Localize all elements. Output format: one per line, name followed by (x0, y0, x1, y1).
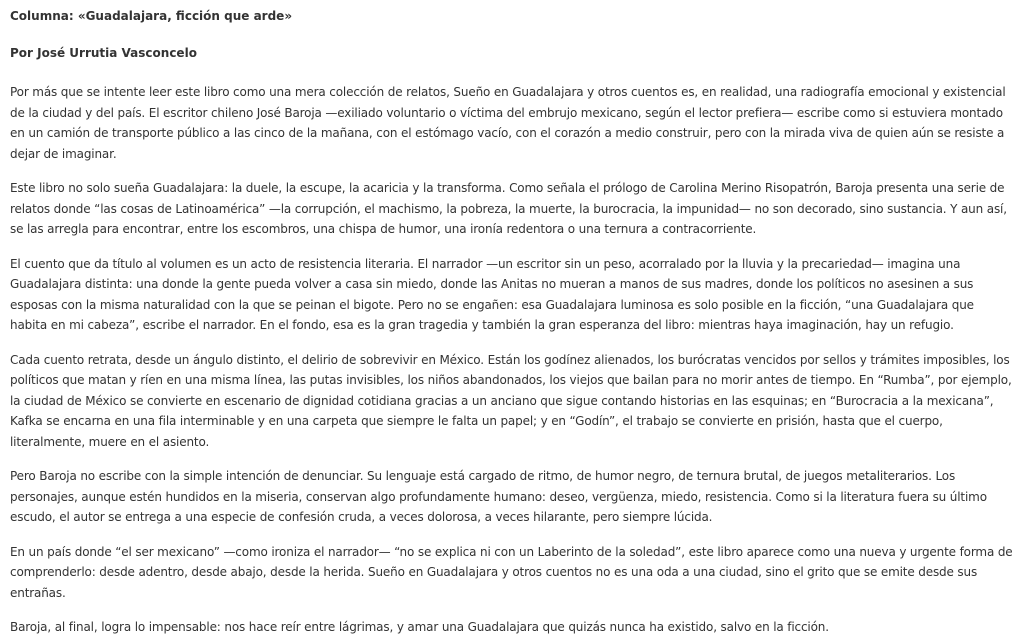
paragraph-5: Pero Baroja no escribe con la simple intención de denunciar. Su lenguaje está cargado de ritmo, de humor negro, de ternura brutal, de juegos metaliterarios. Los personajes, aunque estén hundidos en la miseria, conservan algo profundamente humano: deseo, vergüenza, miedo, resistencia. Como si la literatura fuera su último escudo, el autor se entrega a una especie de confesión cruda, a veces dolorosa, a veces hilarante, pero siempre lúcida. (10, 469, 987, 524)
paragraph-3: El cuento que da título al volumen es un acto de resistencia literaria. El narrador —un escritor sin un peso, acorralado por la lluvia y la precariedad— imagina una Guadalajara distinta: una donde la gente pueda volver a casa sin miedo, donde las Anitas no mueran a manos de sus madres, donde los políticos no asesinen a sus esposas con la misma naturalidad con la que se peinan el bigote. Pero no se engañen: esa Guadalajara luminosa es solo posible en la ficción, “una Guadalajara que habita en mi cabeza”, escribe el narrador. En el fondo, esa es la gran tragedia y también la gran esperanza del libro: mientras haya imaginación, hay un refugio. (10, 256, 974, 332)
paragraph-7: Baroja, al final, logra lo impensable: nos hace reír entre lágrimas, y amar una Guadalajara que quizás nunca ha existido, salvo en la ficción. (10, 620, 829, 634)
paragraph-2: Este libro no solo sueña Guadalajara: la duele, la escupe, la acaricia y la transforma. Como señala el prólogo de Carolina Merino Risopatrón, Baroja presenta una serie de relatos donde “las cosas de Latinoamérica” —la corrupción, el machismo, la pobreza, la muerte, la burocracia, la impunidad— no son decorado, sino sustancia. Y aun así, se las arregla para encontrar, entre los escombros, una chispa de humor, una ironía redentora o una ternura a contracorriente. (10, 181, 1007, 236)
column-title: Columna: «Guadalajara, ficción que arde» (10, 9, 293, 23)
paragraph-4: Cada cuento retrata, desde un ángulo distinto, el delirio de sobrevivir en México. Están los godínez alienados, los burócratas vencidos por sellos y trámites imposibles, los políticos que matan y ríen en una misma línea, las putas invisibles, los niños abandonados, los viejos que bailan para no morir antes de tiempo. En “Rumba”, por ejemplo, la ciudad de México se convierte en escenario de dignidad cotidiana gracias a un anciano que sigue contando historias en las esquinas; en “Burocracia a la mexicana”, Kafka se encarna en una fila interminable y en una carpeta que siempre le falta un papel; y en “Godín”, el trabajo se convierte en prisión, hasta que el cuerpo, literalmente, muere en el asiento. (10, 352, 1012, 449)
paragraph-1: Por más que se intente leer este libro como una mera colección de relatos, Sueño en Guadalajara y otros cuentos es, en realidad, una radiografía emocional y existencial de la ciudad y del país. El escritor chileno José Baroja —exiliado voluntario o víctima del embrujo mexicano, según el lector prefiera— escribe como si estuviera montado en un camión de transporte público a las cinco de la mañana, con el estómago vacío, con el corazón a medio construir, pero con la mirada viva de quien aún se resiste a dejar de imaginar. (10, 85, 1006, 161)
byline: Por José Urrutia Vasconcelo (10, 46, 197, 60)
paragraph-6: En un país donde “el ser mexicano” —como ironiza el narrador— “no se explica ni con un Laberinto de la soledad”, este libro aparece como una nueva y urgente forma de comprenderlo: desde adentro, desde abajo, desde la herida. Sueño en Guadalajara y otros cuentos no es una oda a una ciudad, sino el grito que se emite desde sus entrañas. (10, 544, 1013, 600)
